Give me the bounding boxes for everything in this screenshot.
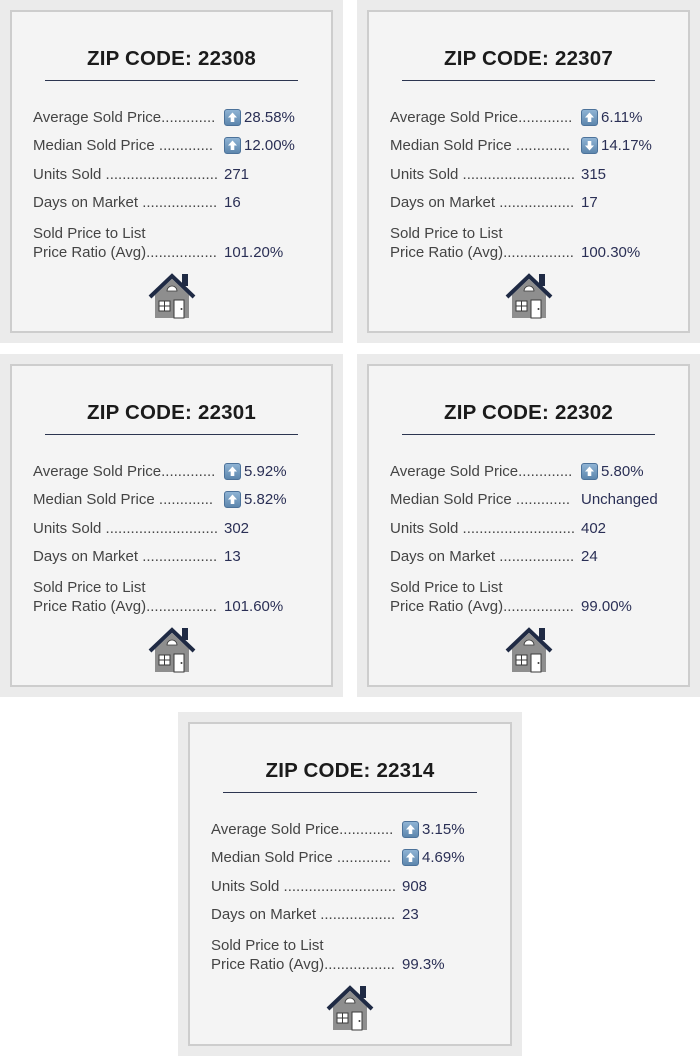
stat-value: 5.92% xyxy=(224,463,287,480)
card-title: ZIP CODE: 22307 xyxy=(444,47,613,70)
stat-value: 4.69% xyxy=(402,849,465,866)
stat-row-days-on-market xyxy=(211,901,504,930)
stat-label: Days on Market .................. xyxy=(33,194,218,212)
stat-value: 908 xyxy=(402,877,428,895)
zip-card-body xyxy=(10,10,333,333)
stat-value: 101.60% xyxy=(224,598,284,615)
stat-label: Median Sold Price ............. xyxy=(390,137,571,155)
house-icon xyxy=(504,624,554,674)
stat-label: Units Sold ........................... xyxy=(33,165,219,183)
stat-label: Median Sold Price ............. xyxy=(33,137,214,155)
stat-row-units-sold xyxy=(390,160,682,189)
card-title: ZIP CODE: 22308 xyxy=(87,47,256,70)
arrow-up-icon xyxy=(224,491,241,508)
stat-value: 5.82% xyxy=(224,491,287,508)
stats-list xyxy=(33,457,325,616)
stat-label: Sold Price to List Price Ratio (Avg)................. xyxy=(390,225,574,261)
stat-label: Average Sold Price............. xyxy=(390,462,573,480)
zip-card-body xyxy=(367,364,690,687)
stat-label: Sold Price to List Price Ratio (Avg)................. xyxy=(211,937,395,973)
stat-row-units-sold xyxy=(211,872,504,901)
stat-row-price-ratio xyxy=(33,220,325,262)
zip-card-body xyxy=(367,10,690,333)
stat-label: Units Sold ........................... xyxy=(390,165,576,183)
stat-row-days-on-market xyxy=(390,189,682,218)
arrow-up-icon xyxy=(224,109,241,126)
zip-card-22314 xyxy=(178,712,522,1056)
stat-row-price-ratio xyxy=(390,574,682,616)
stat-label: Median Sold Price ............. xyxy=(390,491,571,509)
stat-label: Days on Market .................. xyxy=(390,548,575,566)
arrow-up-icon xyxy=(581,463,598,480)
stat-row-average-sold-price xyxy=(33,457,325,486)
card-title: ZIP CODE: 22314 xyxy=(265,759,435,782)
stat-label: Days on Market .................. xyxy=(33,548,218,566)
arrow-up-icon xyxy=(581,109,598,126)
stat-row-average-sold-price xyxy=(211,815,504,844)
card-title: ZIP CODE: 22302 xyxy=(444,401,613,424)
stat-row-median-sold-price xyxy=(390,132,682,161)
stat-row-days-on-market xyxy=(33,543,325,572)
stat-label: Units Sold ........................... xyxy=(390,519,576,537)
arrow-up-icon xyxy=(402,849,419,866)
stat-value: 3.15% xyxy=(402,821,465,838)
stat-row-units-sold xyxy=(33,160,325,189)
stat-row-days-on-market xyxy=(33,189,325,218)
stat-label: Average Sold Price............. xyxy=(390,108,573,126)
stat-label: Median Sold Price ............. xyxy=(33,491,214,509)
stat-label: Average Sold Price............. xyxy=(33,462,216,480)
stat-label: Days on Market .................. xyxy=(390,194,575,212)
stat-value: 17 xyxy=(581,194,598,212)
stat-value: 99.3% xyxy=(402,956,445,973)
stats-list xyxy=(390,457,682,616)
stat-label: Units Sold ........................... xyxy=(211,877,397,895)
stat-value: 23 xyxy=(402,906,419,924)
stat-label: Units Sold ........................... xyxy=(33,519,219,537)
stat-value: Unchanged xyxy=(581,491,658,509)
stat-label: Average Sold Price............. xyxy=(33,108,216,126)
zip-card-body xyxy=(188,722,512,1046)
stat-row-price-ratio xyxy=(390,220,682,262)
house-icon xyxy=(504,270,554,320)
stat-row-median-sold-price xyxy=(390,486,682,515)
stat-row-median-sold-price xyxy=(33,486,325,515)
stat-row-price-ratio xyxy=(33,574,325,616)
stat-value: 24 xyxy=(581,548,598,566)
stat-value: 101.20% xyxy=(224,244,284,261)
house-icon xyxy=(147,270,197,320)
stat-row-average-sold-price xyxy=(390,457,682,486)
stat-label: Average Sold Price............. xyxy=(211,820,394,838)
stat-value: 13 xyxy=(224,548,241,566)
stat-row-price-ratio xyxy=(211,932,504,974)
stat-value: 28.58% xyxy=(224,109,295,126)
stat-value: 315 xyxy=(581,165,607,183)
title-divider xyxy=(223,792,477,793)
title-divider xyxy=(402,434,655,435)
stat-label: Sold Price to List Price Ratio (Avg)................. xyxy=(33,225,217,261)
stat-row-units-sold xyxy=(33,514,325,543)
stat-label: Sold Price to List Price Ratio (Avg)................. xyxy=(390,579,574,615)
arrow-up-icon xyxy=(402,821,419,838)
stats-list xyxy=(211,815,504,974)
zip-card-body xyxy=(10,364,333,687)
arrow-up-icon xyxy=(224,463,241,480)
stat-value: 14.17% xyxy=(581,137,652,154)
arrow-down-icon xyxy=(581,137,598,154)
zip-card-22301 xyxy=(0,354,343,697)
zip-card-22308 xyxy=(0,0,343,343)
stat-label: Sold Price to List Price Ratio (Avg)................. xyxy=(33,579,217,615)
stat-row-median-sold-price xyxy=(33,132,325,161)
stat-row-average-sold-price xyxy=(33,103,325,132)
stat-value: 302 xyxy=(224,519,250,537)
stat-value: 12.00% xyxy=(224,137,295,154)
zip-card-22307 xyxy=(357,0,700,343)
stat-row-days-on-market xyxy=(390,543,682,572)
house-icon xyxy=(147,624,197,674)
stats-list xyxy=(390,103,682,262)
card-title: ZIP CODE: 22301 xyxy=(87,401,256,424)
stat-value: 6.11% xyxy=(581,109,642,126)
stat-value: 402 xyxy=(581,519,607,537)
title-divider xyxy=(402,80,655,81)
arrow-up-icon xyxy=(224,137,241,154)
stat-value: 16 xyxy=(224,194,241,212)
stat-label: Days on Market .................. xyxy=(211,906,396,924)
title-divider xyxy=(45,80,298,81)
stat-value: 5.80% xyxy=(581,463,644,480)
stat-value: 100.30% xyxy=(581,244,641,261)
title-divider xyxy=(45,434,298,435)
stat-value: 271 xyxy=(224,165,250,183)
zip-card-22302 xyxy=(357,354,700,697)
stat-row-average-sold-price xyxy=(390,103,682,132)
stat-row-median-sold-price xyxy=(211,844,504,873)
stat-row-units-sold xyxy=(390,514,682,543)
stats-list xyxy=(33,103,325,262)
stat-value: 99.00% xyxy=(581,598,632,615)
house-icon xyxy=(325,982,375,1032)
stat-label: Median Sold Price ............. xyxy=(211,849,392,867)
